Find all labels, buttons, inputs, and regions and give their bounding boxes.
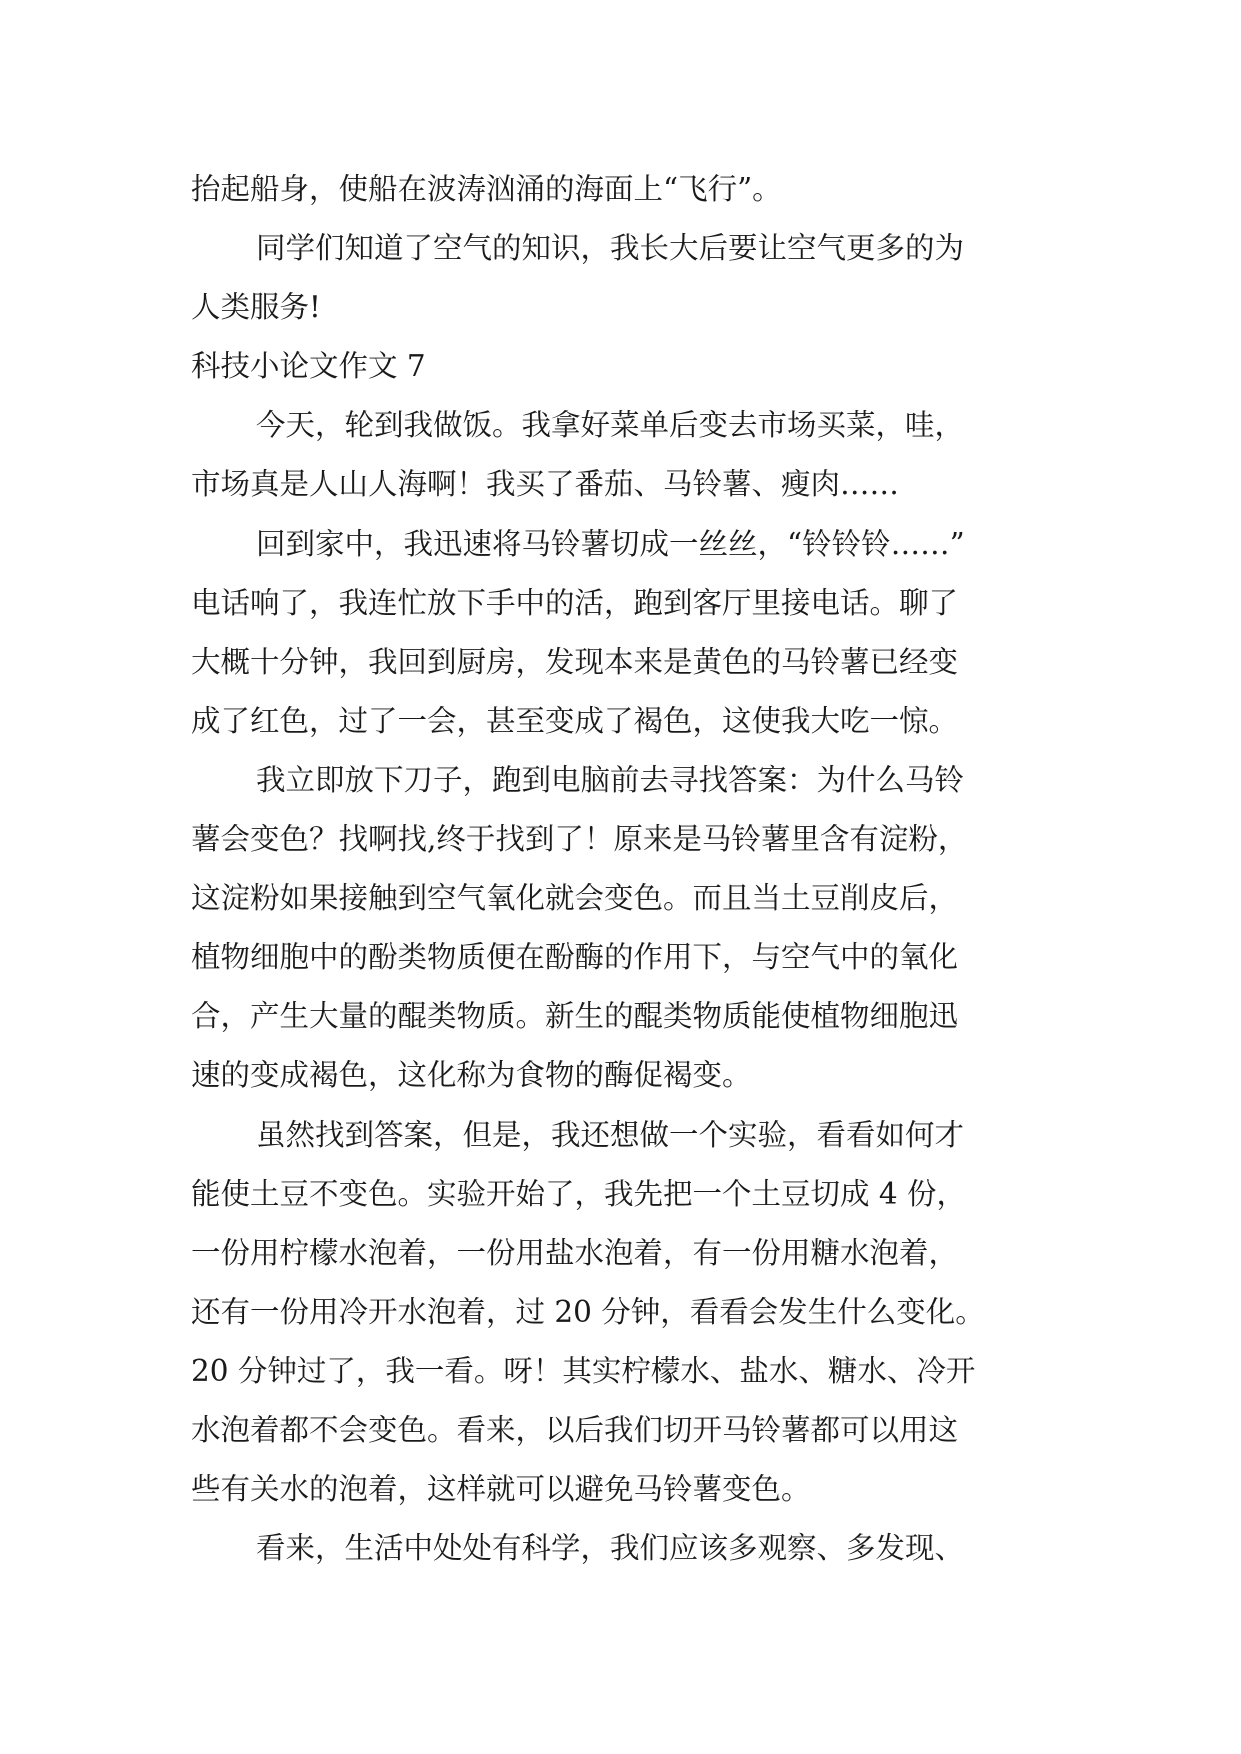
text-line: 电话响了，我连忙放下手中的活，跑到客厅里接电话。聊了	[191, 585, 959, 620]
text-line: 20 分钟过了，我一看。呀！其实柠檬水、盐水、糖水、冷开	[191, 1353, 976, 1388]
paragraph-start-line: 回到家中，我迅速将马铃薯切成一丝丝，“铃铃铃……”	[256, 526, 965, 561]
text-line: 水泡着都不会变色。看来，以后我们切开马铃薯都可以用这	[191, 1412, 959, 1447]
text-line: 速的变成褐色，这化称为食物的酶促褐变。	[191, 1058, 752, 1093]
paragraph-start-line: 今天，轮到我做饭。我拿好菜单后变去市场买菜，哇，	[256, 408, 965, 443]
text-line: 成了红色，过了一会，甚至变成了褐色，这使我大吃一惊。	[191, 703, 959, 738]
section-heading: 科技小论文作文 7	[191, 349, 426, 384]
text-line: 植物细胞中的酚类物质便在酚酶的作用下，与空气中的氧化	[191, 940, 959, 975]
text-line: 大概十分钟，我回到厨房，发现本来是黄色的马铃薯已经变	[191, 644, 959, 679]
paragraph-start-line: 看来，生活中处处有科学，我们应该多观察、多发现、	[256, 1531, 965, 1566]
text-line: 这淀粉如果接触到空气氧化就会变色。而且当土豆削皮后，	[191, 881, 959, 916]
text-line: 薯会变色？找啊找,终于找到了！原来是马铃薯里含有淀粉，	[191, 822, 968, 857]
paragraph-start-line: 我立即放下刀子，跑到电脑前去寻找答案：为什么马铃	[256, 762, 965, 797]
text-line: 合，产生大量的醌类物质。新生的醌类物质能使植物细胞迅	[191, 999, 959, 1034]
text-line: 能使土豆不变色。实验开始了，我先把一个土豆切成 4 份，	[191, 1176, 967, 1211]
text-line: 还有一份用冷开水泡着，过 20 分钟，看看会发生什么变化。	[191, 1294, 985, 1329]
text-line: 些有关水的泡着，这样就可以避免马铃薯变色。	[191, 1472, 811, 1507]
paragraph-start-line: 虽然找到答案，但是，我还想做一个实验，看看如何才	[256, 1117, 965, 1152]
paragraph-start-line: 同学们知道了空气的知识，我长大后要让空气更多的为	[256, 231, 965, 266]
document-body	[191, 160, 1071, 1578]
text-line: 一份用柠檬水泡着，一份用盐水泡着，有一份用糖水泡着，	[191, 1235, 959, 1270]
text-line: 人类服务!	[191, 290, 321, 325]
text-line: 市场真是人山人海啊！我买了番茄、马铃薯、瘦肉……	[191, 467, 900, 502]
text-line: 抬起船身，使船在波涛汹涌的海面上“飞行”。	[191, 172, 782, 206]
